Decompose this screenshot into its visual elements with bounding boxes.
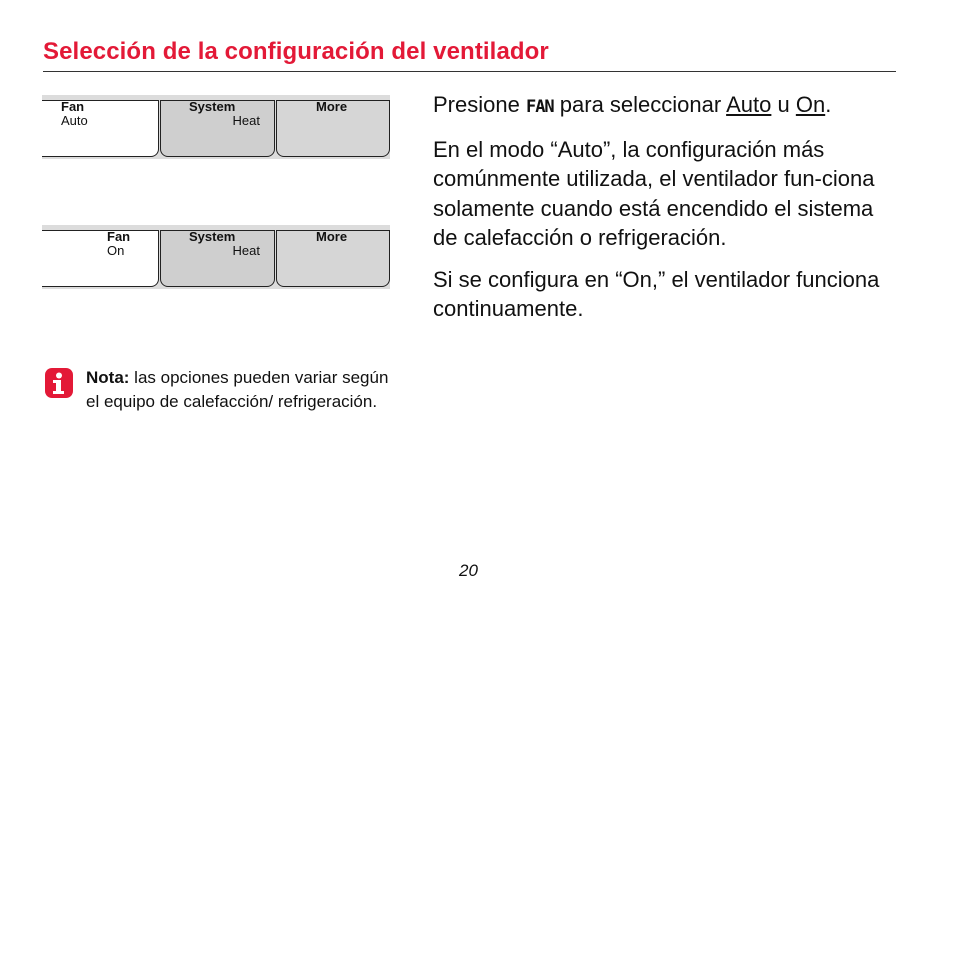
instruction-on-mode: Si se configura en “On,” el ventilador funciona continuamente. bbox=[433, 266, 880, 321]
fan-button[interactable] bbox=[42, 230, 159, 287]
fan-label: Fan bbox=[107, 229, 131, 244]
system-button[interactable] bbox=[160, 230, 275, 287]
more-label: More bbox=[316, 229, 348, 244]
more-label: More bbox=[316, 99, 348, 114]
system-label: System bbox=[189, 229, 236, 244]
system-label: System bbox=[189, 99, 236, 114]
fan-value: Auto bbox=[61, 113, 88, 128]
system-value: Heat bbox=[232, 113, 260, 128]
thermostat-display-on bbox=[42, 225, 390, 289]
more-button[interactable] bbox=[276, 100, 390, 157]
option-on: On bbox=[795, 92, 826, 117]
note-label: Nota: bbox=[86, 368, 130, 387]
instruction-auto-mode: En el modo “Auto”, la configuración más comúnmente utilizada, el ventilador fun-ciona solamente cuando está encendido el sistema de calefacción o refrigeración. bbox=[433, 136, 875, 250]
page-number: 20 bbox=[459, 561, 478, 580]
fan-value: On bbox=[107, 243, 125, 258]
system-button[interactable] bbox=[160, 100, 275, 157]
thermostat-display-auto bbox=[42, 95, 390, 159]
more-button[interactable] bbox=[276, 230, 390, 287]
instructions bbox=[433, 90, 903, 336]
instruction-press-fan: Presione FAN para seleccionar Auto u On. bbox=[433, 92, 832, 117]
note-text: Nota: las opciones pueden variar según el equipo de calefacción/ refrigeración. bbox=[86, 368, 389, 411]
system-value: Heat bbox=[232, 243, 260, 258]
fan-button[interactable] bbox=[42, 100, 159, 157]
option-auto: Auto bbox=[726, 92, 772, 117]
fan-button-glyph: FAN bbox=[525, 97, 554, 117]
page-title: Selección de la configuración del ventilador bbox=[43, 38, 549, 65]
info-icon bbox=[44, 367, 74, 399]
fan-label: Fan bbox=[61, 99, 85, 114]
title-divider bbox=[43, 71, 896, 72]
